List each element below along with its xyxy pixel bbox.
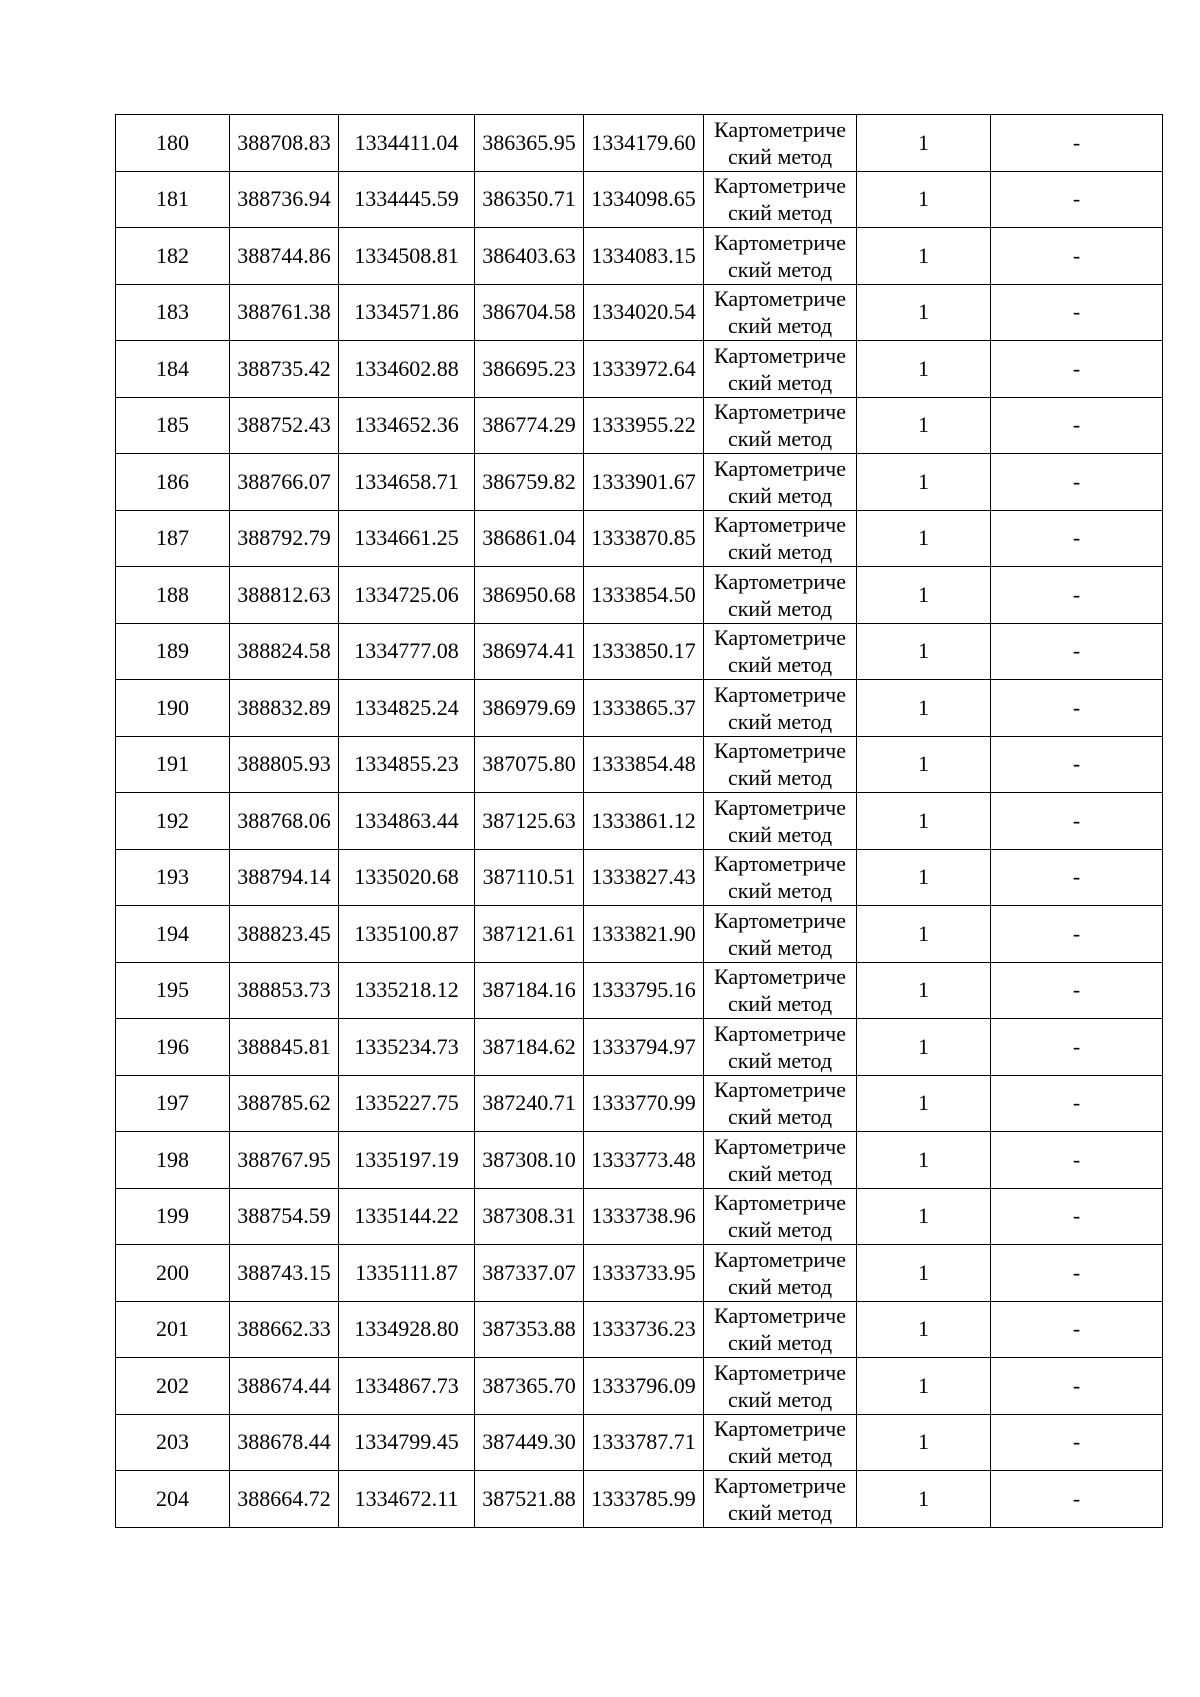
- point-number-cell: 195: [116, 962, 230, 1019]
- point-number-cell: 199: [116, 1188, 230, 1245]
- note-cell: -: [991, 1132, 1163, 1189]
- y-existing-cell: 1334508.81: [339, 228, 475, 285]
- x-new-cell: 387184.16: [475, 962, 584, 1019]
- x-new-cell: 387365.70: [475, 1358, 584, 1415]
- table-row: [116, 1075, 1163, 1132]
- method-cell: [704, 906, 857, 963]
- method-text-line-1: Картометриче: [714, 851, 846, 877]
- x-new-cell: 387075.80: [475, 736, 584, 793]
- y-new-cell: 1333794.97: [584, 1019, 704, 1076]
- method-text-line-2: ский метод: [727, 539, 833, 565]
- method-cell: [704, 284, 857, 341]
- y-new-cell: 1333901.67: [584, 454, 704, 511]
- method-text-line-1: Картометриче: [714, 116, 846, 142]
- y-existing-cell: 1335234.73: [339, 1019, 475, 1076]
- method-text-line-1: Картометриче: [714, 1303, 846, 1329]
- x-new-cell: 386704.58: [475, 284, 584, 341]
- x-existing-cell: 388754.59: [230, 1188, 339, 1245]
- method-cell: [704, 510, 857, 567]
- method-text-line-2: ский метод: [727, 200, 833, 226]
- method-cell: [704, 962, 857, 1019]
- note-cell: -: [991, 1358, 1163, 1415]
- y-new-cell: 1334098.65: [584, 171, 704, 228]
- table-row: [116, 1245, 1163, 1302]
- y-new-cell: 1333850.17: [584, 623, 704, 680]
- point-number-cell: 200: [116, 1245, 230, 1302]
- y-new-cell: 1333773.48: [584, 1132, 704, 1189]
- table-row: [116, 567, 1163, 624]
- accuracy-cell: 1: [857, 1188, 991, 1245]
- y-existing-cell: 1334411.04: [339, 115, 475, 172]
- y-new-cell: 1333821.90: [584, 906, 704, 963]
- method-text-line-1: Картометриче: [714, 907, 846, 933]
- y-existing-cell: 1335144.22: [339, 1188, 475, 1245]
- method-text-line-1: Картометриче: [714, 1077, 846, 1103]
- accuracy-cell: 1: [857, 1019, 991, 1076]
- table-row: [116, 962, 1163, 1019]
- accuracy-cell: 1: [857, 228, 991, 285]
- y-existing-cell: 1334602.88: [339, 341, 475, 398]
- y-existing-cell: 1334825.24: [339, 680, 475, 737]
- method-text-line-1: Картометриче: [714, 342, 846, 368]
- point-number-cell: 185: [116, 397, 230, 454]
- coordinates-table: [115, 114, 1163, 1528]
- x-new-cell: 386861.04: [475, 510, 584, 567]
- y-existing-cell: 1334658.71: [339, 454, 475, 511]
- accuracy-cell: 1: [857, 906, 991, 963]
- method-text-line-2: ский метод: [727, 1160, 833, 1186]
- x-new-cell: 386695.23: [475, 341, 584, 398]
- method-text-line-2: ский метод: [727, 1047, 833, 1073]
- note-cell: -: [991, 793, 1163, 850]
- note-cell: -: [991, 341, 1163, 398]
- accuracy-cell: 1: [857, 1132, 991, 1189]
- point-number-cell: 192: [116, 793, 230, 850]
- x-existing-cell: 388743.15: [230, 1245, 339, 1302]
- point-number-cell: 190: [116, 680, 230, 737]
- method-text-line-1: Картометриче: [714, 1133, 846, 1159]
- method-text-line-1: Картометриче: [714, 286, 846, 312]
- method-cell: [704, 680, 857, 737]
- x-new-cell: 387449.30: [475, 1414, 584, 1471]
- note-cell: -: [991, 1414, 1163, 1471]
- method-cell: [704, 1132, 857, 1189]
- x-existing-cell: 388761.38: [230, 284, 339, 341]
- point-number-cell: 202: [116, 1358, 230, 1415]
- method-text-line-1: Картометриче: [714, 738, 846, 764]
- point-number-cell: 183: [116, 284, 230, 341]
- method-cell: [704, 397, 857, 454]
- point-number-cell: 196: [116, 1019, 230, 1076]
- x-existing-cell: 388708.83: [230, 115, 339, 172]
- accuracy-cell: 1: [857, 849, 991, 906]
- table-row: [116, 510, 1163, 567]
- table-row: [116, 1358, 1163, 1415]
- y-existing-cell: 1335020.68: [339, 849, 475, 906]
- point-number-cell: 184: [116, 341, 230, 398]
- note-cell: -: [991, 171, 1163, 228]
- x-new-cell: 386403.63: [475, 228, 584, 285]
- method-cell: [704, 1301, 857, 1358]
- table-row: [116, 284, 1163, 341]
- y-new-cell: 1333827.43: [584, 849, 704, 906]
- x-existing-cell: 388674.44: [230, 1358, 339, 1415]
- point-number-cell: 198: [116, 1132, 230, 1189]
- note-cell: -: [991, 849, 1163, 906]
- note-cell: -: [991, 906, 1163, 963]
- method-cell: [704, 736, 857, 793]
- method-text-line-2: ский метод: [727, 652, 833, 678]
- method-cell: [704, 228, 857, 285]
- point-number-cell: 194: [116, 906, 230, 963]
- y-existing-cell: 1334863.44: [339, 793, 475, 850]
- accuracy-cell: 1: [857, 397, 991, 454]
- table-row: [116, 736, 1163, 793]
- x-new-cell: 387308.10: [475, 1132, 584, 1189]
- x-existing-cell: 388794.14: [230, 849, 339, 906]
- method-text-line-2: ский метод: [727, 313, 833, 339]
- y-new-cell: 1333787.71: [584, 1414, 704, 1471]
- y-new-cell: 1334083.15: [584, 228, 704, 285]
- x-existing-cell: 388744.86: [230, 228, 339, 285]
- x-new-cell: 386974.41: [475, 623, 584, 680]
- accuracy-cell: 1: [857, 1358, 991, 1415]
- accuracy-cell: 1: [857, 1471, 991, 1528]
- x-existing-cell: 388664.72: [230, 1471, 339, 1528]
- point-number-cell: 186: [116, 454, 230, 511]
- method-cell: [704, 1019, 857, 1076]
- x-new-cell: 386774.29: [475, 397, 584, 454]
- x-new-cell: 386950.68: [475, 567, 584, 624]
- method-text-line-2: ский метод: [727, 1273, 833, 1299]
- x-new-cell: 387121.61: [475, 906, 584, 963]
- table-row: [116, 1414, 1163, 1471]
- accuracy-cell: 1: [857, 171, 991, 228]
- method-text-line-1: Картометриче: [714, 399, 846, 425]
- point-number-cell: 182: [116, 228, 230, 285]
- note-cell: -: [991, 510, 1163, 567]
- method-text-line-1: Картометриче: [714, 173, 846, 199]
- note-cell: -: [991, 1245, 1163, 1302]
- accuracy-cell: 1: [857, 962, 991, 1019]
- table-row: [116, 849, 1163, 906]
- x-existing-cell: 388805.93: [230, 736, 339, 793]
- accuracy-cell: 1: [857, 1414, 991, 1471]
- table-row: [116, 1301, 1163, 1358]
- note-cell: -: [991, 454, 1163, 511]
- accuracy-cell: 1: [857, 454, 991, 511]
- note-cell: -: [991, 567, 1163, 624]
- x-new-cell: 387125.63: [475, 793, 584, 850]
- note-cell: -: [991, 115, 1163, 172]
- accuracy-cell: 1: [857, 736, 991, 793]
- y-existing-cell: 1334928.80: [339, 1301, 475, 1358]
- table-row: [116, 906, 1163, 963]
- method-cell: [704, 567, 857, 624]
- method-cell: [704, 623, 857, 680]
- method-cell: [704, 1471, 857, 1528]
- method-text-line-2: ский метод: [727, 878, 833, 904]
- method-text-line-2: ский метод: [727, 482, 833, 508]
- y-new-cell: 1333770.99: [584, 1075, 704, 1132]
- method-cell: [704, 793, 857, 850]
- x-existing-cell: 388752.43: [230, 397, 339, 454]
- table-row: [116, 171, 1163, 228]
- accuracy-cell: 1: [857, 284, 991, 341]
- method-cell: [704, 1358, 857, 1415]
- method-cell: [704, 341, 857, 398]
- y-new-cell: 1333854.50: [584, 567, 704, 624]
- x-new-cell: 386979.69: [475, 680, 584, 737]
- accuracy-cell: 1: [857, 623, 991, 680]
- y-new-cell: 1333972.64: [584, 341, 704, 398]
- x-existing-cell: 388662.33: [230, 1301, 339, 1358]
- y-new-cell: 1333795.16: [584, 962, 704, 1019]
- x-new-cell: 386365.95: [475, 115, 584, 172]
- point-number-cell: 201: [116, 1301, 230, 1358]
- x-new-cell: 386759.82: [475, 454, 584, 511]
- accuracy-cell: 1: [857, 1245, 991, 1302]
- method-text-line-1: Картометриче: [714, 512, 846, 538]
- method-cell: [704, 454, 857, 511]
- method-text-line-2: ский метод: [727, 1104, 833, 1130]
- x-existing-cell: 388853.73: [230, 962, 339, 1019]
- y-existing-cell: 1335218.12: [339, 962, 475, 1019]
- note-cell: -: [991, 284, 1163, 341]
- y-new-cell: 1333870.85: [584, 510, 704, 567]
- accuracy-cell: 1: [857, 510, 991, 567]
- method-text-line-2: ский метод: [727, 708, 833, 734]
- method-cell: [704, 171, 857, 228]
- point-number-cell: 181: [116, 171, 230, 228]
- point-number-cell: 187: [116, 510, 230, 567]
- y-existing-cell: 1334725.06: [339, 567, 475, 624]
- x-existing-cell: 388785.62: [230, 1075, 339, 1132]
- accuracy-cell: 1: [857, 567, 991, 624]
- table-body: [116, 115, 1163, 1528]
- method-cell: [704, 115, 857, 172]
- table-row: [116, 397, 1163, 454]
- accuracy-cell: 1: [857, 115, 991, 172]
- note-cell: -: [991, 397, 1163, 454]
- point-number-cell: 180: [116, 115, 230, 172]
- table-row: [116, 341, 1163, 398]
- y-existing-cell: 1335227.75: [339, 1075, 475, 1132]
- method-text-line-2: ский метод: [727, 934, 833, 960]
- point-number-cell: 191: [116, 736, 230, 793]
- table-row: [116, 454, 1163, 511]
- table-row: [116, 1132, 1163, 1189]
- accuracy-cell: 1: [857, 680, 991, 737]
- y-new-cell: 1334179.60: [584, 115, 704, 172]
- method-cell: [704, 849, 857, 906]
- method-cell: [704, 1075, 857, 1132]
- method-text-line-1: Картометриче: [714, 681, 846, 707]
- note-cell: -: [991, 228, 1163, 285]
- y-new-cell: 1333733.95: [584, 1245, 704, 1302]
- note-cell: -: [991, 1188, 1163, 1245]
- note-cell: -: [991, 680, 1163, 737]
- method-text-line-2: ский метод: [727, 1499, 833, 1525]
- method-text-line-1: Картометриче: [714, 455, 846, 481]
- point-number-cell: 193: [116, 849, 230, 906]
- table-row: [116, 115, 1163, 172]
- method-text-line-1: Картометриче: [714, 568, 846, 594]
- y-existing-cell: 1334672.11: [339, 1471, 475, 1528]
- note-cell: -: [991, 623, 1163, 680]
- table-row: [116, 1471, 1163, 1528]
- method-text-line-1: Картометриче: [714, 964, 846, 990]
- y-new-cell: 1333796.09: [584, 1358, 704, 1415]
- y-new-cell: 1334020.54: [584, 284, 704, 341]
- note-cell: -: [991, 1301, 1163, 1358]
- y-existing-cell: 1335100.87: [339, 906, 475, 963]
- y-new-cell: 1333865.37: [584, 680, 704, 737]
- x-new-cell: 387184.62: [475, 1019, 584, 1076]
- y-new-cell: 1333854.48: [584, 736, 704, 793]
- method-text-line-2: ский метод: [727, 1443, 833, 1469]
- y-new-cell: 1333955.22: [584, 397, 704, 454]
- x-existing-cell: 388767.95: [230, 1132, 339, 1189]
- accuracy-cell: 1: [857, 793, 991, 850]
- y-existing-cell: 1334571.86: [339, 284, 475, 341]
- y-existing-cell: 1334867.73: [339, 1358, 475, 1415]
- y-existing-cell: 1334777.08: [339, 623, 475, 680]
- method-cell: [704, 1414, 857, 1471]
- method-text-line-2: ский метод: [727, 991, 833, 1017]
- x-existing-cell: 388766.07: [230, 454, 339, 511]
- y-new-cell: 1333785.99: [584, 1471, 704, 1528]
- method-text-line-1: Картометриче: [714, 229, 846, 255]
- method-cell: [704, 1245, 857, 1302]
- x-new-cell: 387308.31: [475, 1188, 584, 1245]
- point-number-cell: 189: [116, 623, 230, 680]
- y-existing-cell: 1334799.45: [339, 1414, 475, 1471]
- method-text-line-1: Картометриче: [714, 1359, 846, 1385]
- note-cell: -: [991, 1471, 1163, 1528]
- y-existing-cell: 1334661.25: [339, 510, 475, 567]
- method-text-line-1: Картометриче: [714, 625, 846, 651]
- x-new-cell: 387353.88: [475, 1301, 584, 1358]
- method-text-line-1: Картометриче: [714, 1020, 846, 1046]
- point-number-cell: 204: [116, 1471, 230, 1528]
- x-new-cell: 387521.88: [475, 1471, 584, 1528]
- table-row: [116, 793, 1163, 850]
- x-existing-cell: 388845.81: [230, 1019, 339, 1076]
- method-text-line-1: Картометриче: [714, 1472, 846, 1498]
- method-text-line-1: Картометриче: [714, 794, 846, 820]
- accuracy-cell: 1: [857, 1075, 991, 1132]
- y-existing-cell: 1334652.36: [339, 397, 475, 454]
- method-text-line-2: ский метод: [727, 595, 833, 621]
- point-number-cell: 197: [116, 1075, 230, 1132]
- y-existing-cell: 1334855.23: [339, 736, 475, 793]
- x-new-cell: 387240.71: [475, 1075, 584, 1132]
- table-row: [116, 680, 1163, 737]
- y-existing-cell: 1334445.59: [339, 171, 475, 228]
- y-existing-cell: 1335111.87: [339, 1245, 475, 1302]
- method-text-line-1: Картометриче: [714, 1190, 846, 1216]
- x-existing-cell: 388678.44: [230, 1414, 339, 1471]
- table-row: [116, 228, 1163, 285]
- method-text-line-1: Картометриче: [714, 1246, 846, 1272]
- x-new-cell: 387337.07: [475, 1245, 584, 1302]
- method-text-line-1: Картометриче: [714, 1416, 846, 1442]
- table-row: [116, 1019, 1163, 1076]
- method-text-line-2: ский метод: [727, 256, 833, 282]
- x-new-cell: 387110.51: [475, 849, 584, 906]
- method-text-line-2: ский метод: [727, 821, 833, 847]
- method-text-line-2: ский метод: [727, 765, 833, 791]
- method-text-line-2: ский метод: [727, 1330, 833, 1356]
- y-new-cell: 1333736.23: [584, 1301, 704, 1358]
- accuracy-cell: 1: [857, 341, 991, 398]
- table-row: [116, 623, 1163, 680]
- x-existing-cell: 388812.63: [230, 567, 339, 624]
- x-existing-cell: 388736.94: [230, 171, 339, 228]
- x-new-cell: 386350.71: [475, 171, 584, 228]
- x-existing-cell: 388824.58: [230, 623, 339, 680]
- accuracy-cell: 1: [857, 1301, 991, 1358]
- note-cell: -: [991, 962, 1163, 1019]
- x-existing-cell: 388735.42: [230, 341, 339, 398]
- y-existing-cell: 1335197.19: [339, 1132, 475, 1189]
- method-text-line-2: ский метод: [727, 143, 833, 169]
- x-existing-cell: 388792.79: [230, 510, 339, 567]
- y-new-cell: 1333861.12: [584, 793, 704, 850]
- table-row: [116, 1188, 1163, 1245]
- note-cell: -: [991, 736, 1163, 793]
- x-existing-cell: 388823.45: [230, 906, 339, 963]
- method-text-line-2: ский метод: [727, 426, 833, 452]
- method-text-line-2: ский метод: [727, 369, 833, 395]
- note-cell: -: [991, 1019, 1163, 1076]
- method-text-line-2: ский метод: [727, 1386, 833, 1412]
- note-cell: -: [991, 1075, 1163, 1132]
- point-number-cell: 203: [116, 1414, 230, 1471]
- method-text-line-2: ский метод: [727, 1217, 833, 1243]
- y-new-cell: 1333738.96: [584, 1188, 704, 1245]
- x-existing-cell: 388832.89: [230, 680, 339, 737]
- method-cell: [704, 1188, 857, 1245]
- point-number-cell: 188: [116, 567, 230, 624]
- x-existing-cell: 388768.06: [230, 793, 339, 850]
